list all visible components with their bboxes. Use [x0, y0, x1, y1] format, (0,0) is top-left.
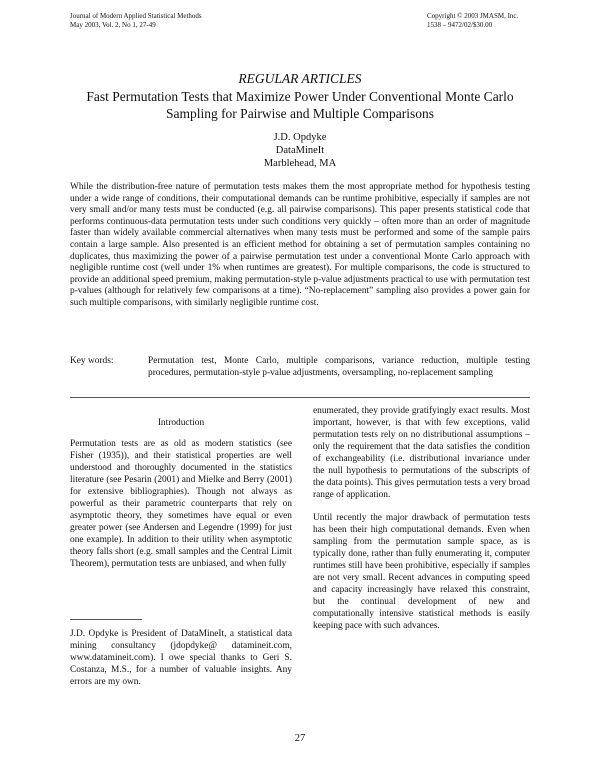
keywords: [70, 355, 530, 379]
copyright-header: [427, 12, 518, 30]
journal-issue: May 2003, Vol. 2, No 1, 27-49: [70, 21, 156, 29]
keywords-text: Permutation test, Monte Carlo, multiple comparisons, variance reduction, multiple testing procedures, permutation-style p-value adjustments, oversampling, no-replacement sampling: [148, 356, 530, 378]
author-location: Marblehead, MA: [263, 158, 337, 169]
section-label: REGULAR ARTICLES: [238, 71, 362, 86]
author-affiliation: DataMineIt: [275, 145, 325, 156]
author-footnote: J.D. Opdyke is President of DataMineIt, a statistical data mining consultancy (jdopdyke@ datamineit.com, www.datamineit.com). I owe special thanks to Geri S. Costanza, M.S., for a number of valuable insights. Any errors are my own.: [70, 629, 292, 687]
page-number: 27: [294, 733, 306, 744]
journal-header: [70, 12, 202, 30]
section-divider: [70, 397, 530, 398]
footnote-divider: [70, 619, 142, 620]
copyright-line: Copyright © 2003 JMASM, Inc.: [427, 12, 519, 20]
author-name: J.D. Opdyke: [273, 132, 327, 143]
issn-line: 1538 – 9472/02/$30.00: [427, 21, 493, 29]
journal-name: Journal of Modern Applied Statistical Methods: [70, 12, 202, 20]
title-block: [60, 71, 540, 122]
keywords-label: Key words:: [70, 356, 114, 366]
right-column: [313, 405, 530, 643]
body-paragraph-2: Until recently the major drawback of permutation tests has been their high computational demands. Even when sampling from the permutation sample space, as is typically done, rather than fully enumerating it, computer runtimes still have been prohibitive, especially if samples are not very small. Recent advances in computing speed and capacity increasingly have relaxed this constraint, but the continual development of new and computationally intensive statistical methods is easily keeping pace with such advances.: [313, 513, 530, 631]
body-paragraph-1: enumerated, they provide gratifyingly exact results. Most important, however, is that with few exceptions, valid permutation tests rely on no distributional assumptions – only the requirement that the data satisfies the condition of exchangeability (i.e. distributional invariance under the null hypothesis to permutations of the subscripts of the data points). This gives permutation tests a very broad range of application.: [313, 406, 530, 500]
paper-title: [60, 88, 540, 122]
title-line-1: Fast Permutation Tests that Maximize Power Under Conventional Monte Carlo: [86, 89, 514, 104]
introduction-heading: Introduction: [157, 418, 205, 428]
abstract: While the distribution-free nature of permutation tests makes them the most appropriate method for hypothesis testing under a wide range of conditions, their computational demands can be runtime prohibitive, especially if samples are not very small and/or many tests must be conducted (e.g. all pairwise comparisons). This paper presents statistical code that performs continuous-data permutation tests under such conditions very quickly – often more than an order of magnitude faster than widely available commercial alternatives when many tests must be performed and some of the sample pairs contain a large sample. Also presented is an efficient method for obtaining a set of permutation samples containing no duplicates, thus maximizing the power of a pairwise permutation test under a conventional Monte Carlo approach with negligible runtime cost (well under 1% when runtimes are greatest). For multiple comparisons, the code is structured to provide an additional speed premium, making permutation-style p-value adjustments practical to use with permutation test p-values (although for relatively few comparisons at a time). “No-replacement” sampling also provides a power gain for such multiple comparisons, with similarly negligible runtime cost.: [70, 182, 530, 308]
author-block: [200, 131, 400, 170]
intro-paragraph-1: Permutation tests are as old as modern statistics (see Fisher (1935)), and their statistical properties are well understood and thoroughly documented in the statistics literature (see Pesarin (2001) and Mielke and Berry (2001) for extensive bibliographies). Though not always as powerful as their parametric counterparts that rely on asymptotic theory, they sometimes have equal or even greater power (see Andersen and Legendre (1999) for just one example). In addition to their utility when asymptotic theory falls short (e.g. small samples and the Central Limit Theorem), permutation tests are unbiased, and when fully: [70, 439, 292, 569]
left-column: [70, 417, 292, 581]
title-line-2: Sampling for Pairwise and Multiple Comparisons: [165, 106, 435, 121]
